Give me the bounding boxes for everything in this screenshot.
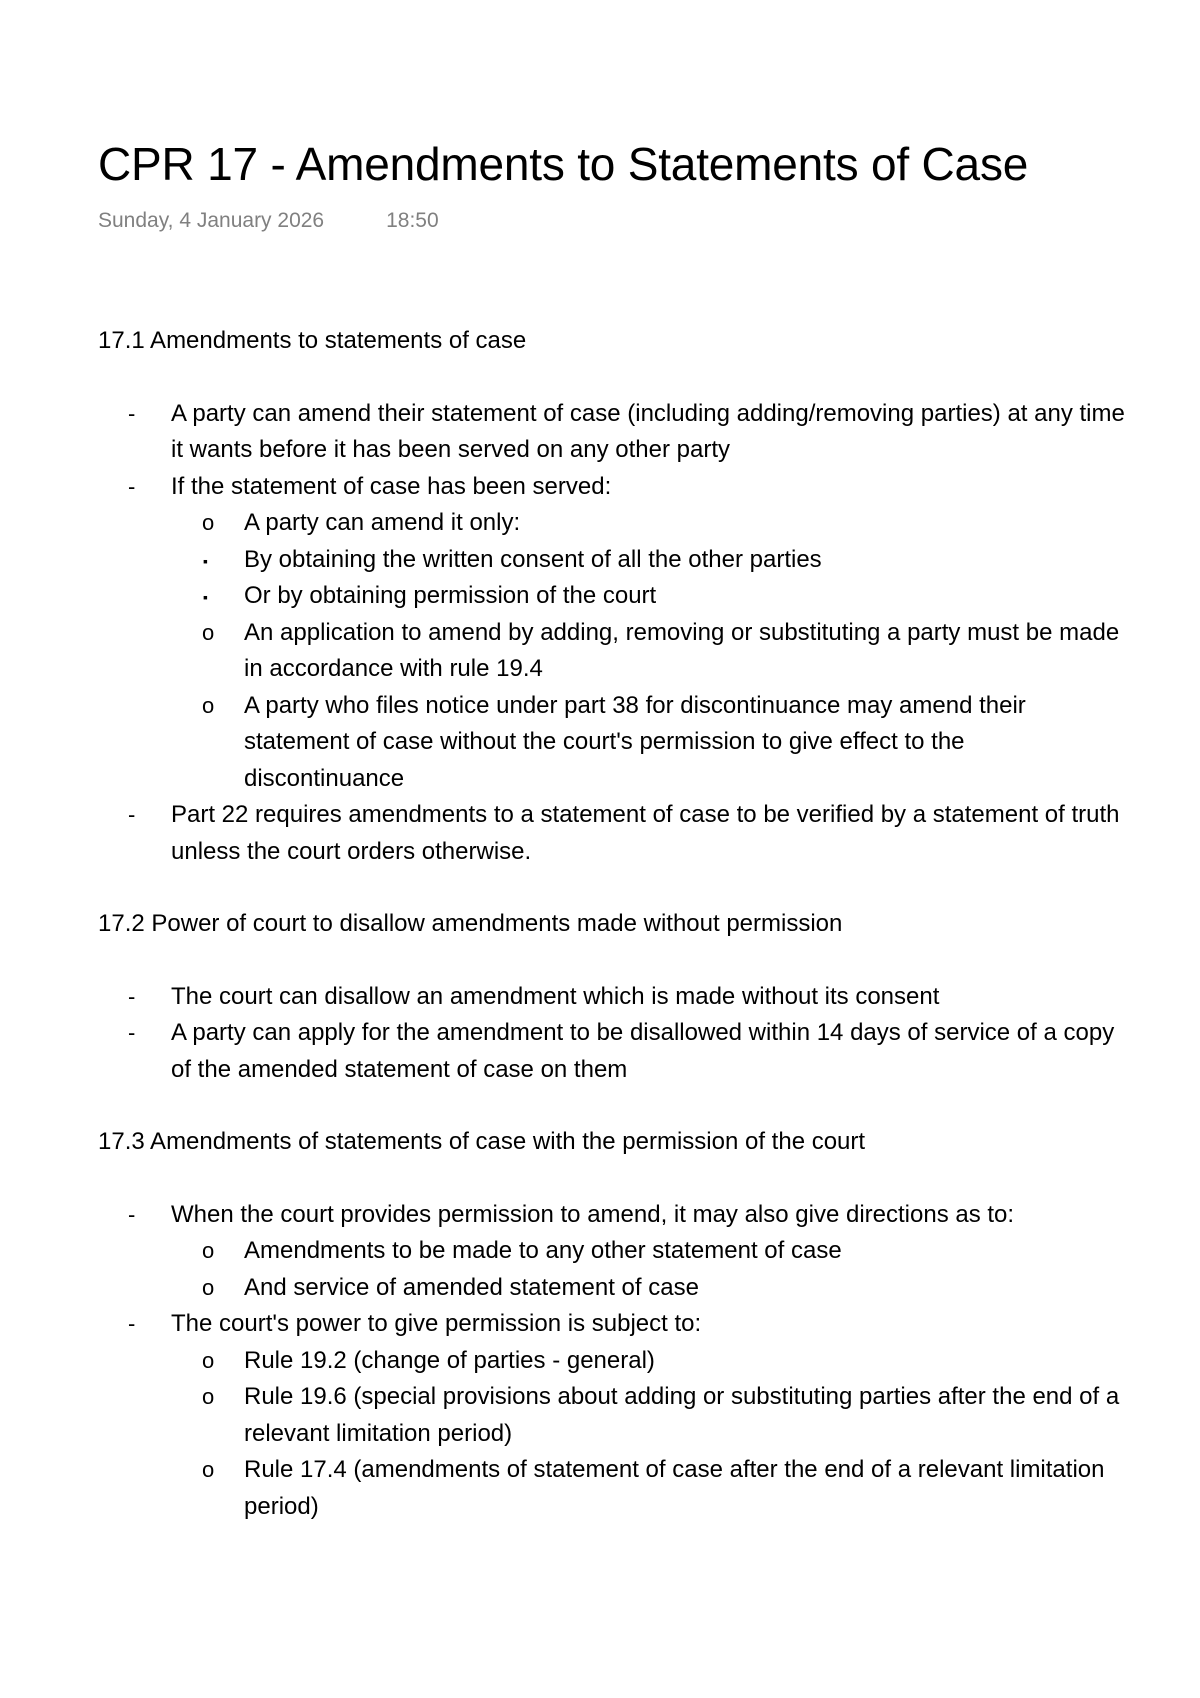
list-item-text: If the statement of case has been served: — [171, 472, 612, 500]
dash-bullet-icon: - — [128, 802, 136, 827]
bullet-list-level-2 — [98, 1343, 1128, 1526]
section — [98, 323, 1128, 870]
page-time: 18:50 — [386, 209, 439, 232]
page-meta — [98, 206, 439, 236]
list-item — [98, 979, 1128, 1016]
list-item — [171, 1379, 1128, 1452]
list-item-text: When the court provides permission to amend, it may also give directions as to: — [171, 1200, 1015, 1228]
circle-bullet-icon: o — [202, 1347, 215, 1373]
list-item — [98, 1015, 1128, 1088]
page-date: Sunday, 4 January 2026 — [98, 209, 325, 232]
section — [98, 1124, 1128, 1525]
section — [98, 906, 1128, 1088]
list-item — [171, 1452, 1128, 1525]
circle-bullet-icon: o — [202, 1274, 215, 1300]
list-item — [171, 1270, 1128, 1307]
bullet-list-level-1 — [98, 1197, 1128, 1526]
list-item — [98, 797, 1128, 870]
list-item — [171, 505, 1128, 615]
list-item-text: Rule 19.6 (special provisions about adding or substituting parties after the end of a relevant limitation period) — [244, 1383, 1120, 1447]
dash-bullet-icon: - — [128, 1201, 136, 1227]
page-title: CPR 17 - Amendments to Statements of Case — [98, 138, 1029, 190]
list-item-text: A party who files notice under part 38 for discontinuance may amend their statement of case without the court's permission to give effect to the discontinuance — [244, 691, 1026, 792]
list-item — [98, 396, 1128, 469]
dash-bullet-icon: - — [128, 1020, 136, 1045]
list-item — [171, 1343, 1128, 1380]
list-item-text: Rule 19.2 (change of parties - general) — [244, 1346, 655, 1374]
square-bullet-icon: ▪ — [203, 589, 208, 605]
section-heading: 17.1 Amendments to statements of case — [98, 327, 527, 354]
list-item — [98, 1197, 1128, 1307]
list-item — [171, 542, 1128, 579]
circle-bullet-icon: o — [202, 1384, 215, 1409]
list-item — [98, 1306, 1128, 1525]
list-item-text: Rule 17.4 (amendments of statement of case after the end of a relevant limitation period) — [244, 1456, 1105, 1520]
list-item-text: Amendments to be made to any other statement of case — [244, 1237, 842, 1264]
list-item-text: A party can apply for the amendment to be disallowed within 14 days of service of a copy of the amended statement of case on them — [171, 1019, 1115, 1083]
section-heading: 17.3 Amendments of statements of case with the permission of the court — [98, 1128, 866, 1155]
dash-bullet-icon: - — [128, 983, 136, 1009]
circle-bullet-icon: o — [202, 510, 215, 535]
list-item-text: A party can amend it only: — [244, 509, 521, 536]
document-body — [98, 323, 1128, 1561]
bullet-list-level-1 — [98, 396, 1128, 871]
dash-bullet-icon: - — [128, 473, 136, 499]
bullet-list-level-2 — [98, 1233, 1128, 1306]
dash-bullet-icon: - — [128, 400, 136, 426]
list-item — [171, 578, 1128, 615]
bullet-list-level-3 — [171, 542, 1128, 615]
bullet-list-level-1 — [98, 979, 1128, 1089]
section-heading: 17.2 Power of court to disallow amendments made without permission — [98, 910, 843, 937]
list-item-text: The court's power to give permission is subject to: — [171, 1310, 702, 1337]
bullet-list-level-2 — [98, 505, 1128, 797]
list-item-text: The court can disallow an amendment which is made without its consent — [171, 982, 940, 1010]
list-item-text: An application to amend by adding, removing or substituting a party must be made in accordance with rule 19.4 — [244, 618, 1120, 682]
list-item-text: And service of amended statement of case — [244, 1273, 699, 1301]
circle-bullet-icon: o — [202, 1457, 215, 1482]
list-item — [171, 615, 1128, 688]
circle-bullet-icon: o — [202, 1238, 215, 1263]
list-item — [171, 1233, 1128, 1270]
list-item — [171, 688, 1128, 798]
list-item-text: Or by obtaining permission of the court — [244, 582, 657, 609]
dash-bullet-icon: - — [128, 1311, 136, 1336]
square-bullet-icon: ▪ — [203, 552, 208, 569]
list-item-text: A party can amend their statement of case (including adding/removing parties) at any time it wants before it has been served on any other party — [171, 399, 1125, 463]
list-item-text: Part 22 requires amendments to a statement of case to be verified by a statement of truth unless the court orders otherwise. — [171, 801, 1120, 865]
circle-bullet-icon: o — [202, 619, 215, 645]
list-item — [98, 469, 1128, 798]
circle-bullet-icon: o — [202, 692, 215, 718]
list-item-text: By obtaining the written consent of all the other parties — [244, 545, 822, 573]
